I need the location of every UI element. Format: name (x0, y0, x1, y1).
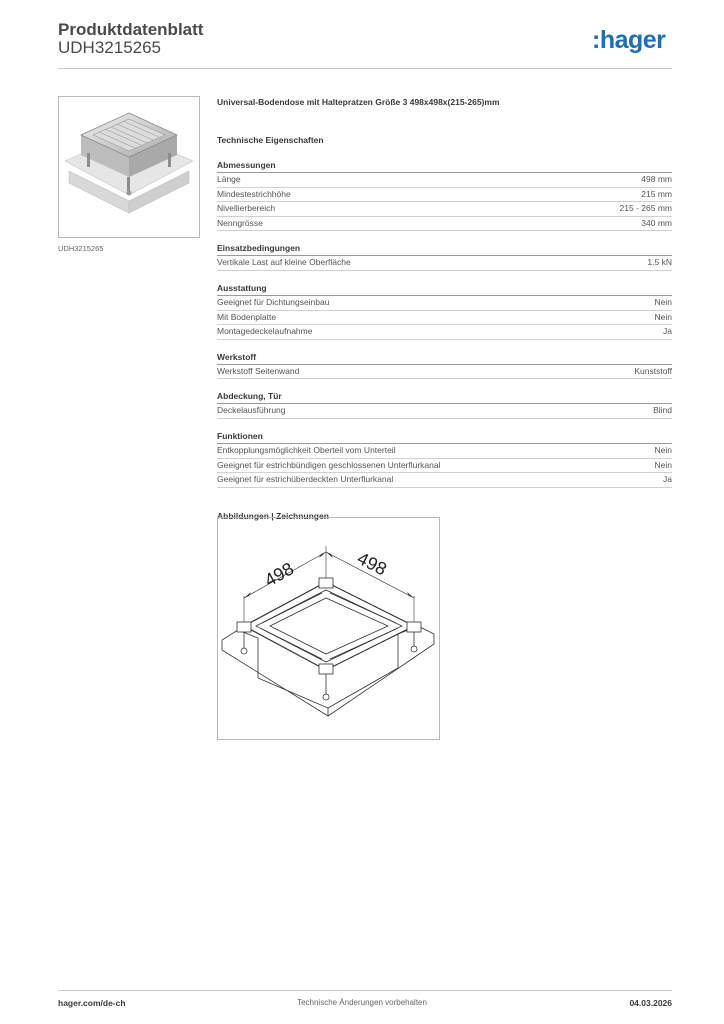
spec-row (217, 202, 672, 217)
spec-section (217, 430, 672, 488)
spec-label: Entkopplungsmöglichkeit Oberteil vom Unterteil (217, 444, 396, 455)
spec-row (217, 404, 672, 419)
spec-label: Geeignet für estrichüberdeckten Unterflurkanal (217, 474, 394, 485)
spec-row (217, 459, 672, 474)
page-title: Produktdatenblatt (58, 20, 204, 39)
footer-website: hager.com/de-ch (58, 998, 126, 1008)
section-title: Werkstoff (217, 351, 672, 365)
spec-label: Mindestestrichhöhe (217, 188, 291, 199)
spec-label: Montagedeckelaufnahme (217, 326, 313, 337)
spec-label: Nenngrösse (217, 217, 263, 228)
spec-sections (217, 159, 672, 488)
spec-row (217, 365, 672, 380)
spec-row (217, 296, 672, 311)
spec-value: 215 - 265 mm (619, 203, 672, 214)
header-divider (58, 68, 672, 69)
spec-value: Nein (654, 311, 672, 322)
logo-text: :hager (592, 26, 666, 54)
spec-value: Kunststoff (634, 365, 672, 376)
spec-row (217, 256, 672, 271)
spec-value: Ja (663, 474, 672, 485)
spec-row (217, 173, 672, 188)
product-photo-image (59, 97, 199, 237)
spec-section (217, 242, 672, 271)
spec-value: Blind (653, 405, 672, 416)
dimension-label-left: 498 (261, 558, 298, 591)
spec-label: Vertikale Last auf kleine Oberfläche (217, 257, 351, 268)
spec-section (217, 159, 672, 231)
spec-value: 340 mm (641, 217, 672, 228)
spec-label: Mit Bodenplatte (217, 311, 277, 322)
spec-section (217, 351, 672, 380)
spec-row (217, 311, 672, 326)
product-photo (58, 96, 200, 238)
section-title: Abmessungen (217, 159, 672, 173)
spec-value: Ja (663, 326, 672, 337)
footer-disclaimer: Technische Änderungen vorbehalten (297, 998, 427, 1007)
product-title: Universal-Bodendose mit Haltepratzen Größe 3 498x498x(215-265)mm (217, 97, 500, 107)
footer-date: 04.03.2026 (629, 998, 672, 1008)
spec-label: Länge (217, 174, 241, 184)
dimension-drawing-svg (218, 518, 439, 739)
tech-properties-heading: Technische Eigenschaften (217, 135, 324, 145)
section-title: Funktionen (217, 430, 672, 444)
spec-label: Werkstoff Seitenwand (217, 365, 300, 376)
spec-label: Geeignet für estrichbündigen geschlossenen Unterflurkanal (217, 459, 441, 470)
spec-label: Nivellierbereich (217, 203, 276, 214)
dimension-drawing (217, 517, 440, 740)
spec-row (217, 325, 672, 340)
spec-value: 1.5 kN (647, 257, 672, 268)
section-title: Abdeckung, Tür (217, 390, 672, 404)
spec-value: 498 mm (641, 174, 672, 184)
drawings-heading: Abbildungen | Zeichnungen (217, 510, 329, 521)
spec-label: Geeignet für Dichtungseinbau (217, 296, 330, 307)
product-code: UDH3215265 (58, 38, 162, 57)
photo-caption: UDH3215265 (58, 244, 104, 253)
dimension-label-right: 498 (354, 548, 390, 580)
spec-content (217, 96, 672, 524)
spec-section (217, 390, 672, 419)
spec-section (217, 282, 672, 340)
spec-value: Nein (654, 444, 672, 455)
spec-label: Deckelausführung (217, 405, 286, 416)
spec-value: 215 mm (641, 188, 672, 199)
hager-logo (592, 26, 676, 56)
spec-row (217, 473, 672, 488)
spec-value: Nein (654, 459, 672, 470)
spec-row (217, 188, 672, 203)
spec-row (217, 444, 672, 459)
spec-value: Nein (654, 296, 672, 307)
footer-divider (58, 990, 672, 991)
section-title: Einsatzbedingungen (217, 242, 672, 256)
section-title: Ausstattung (217, 282, 672, 296)
spec-row (217, 217, 672, 232)
